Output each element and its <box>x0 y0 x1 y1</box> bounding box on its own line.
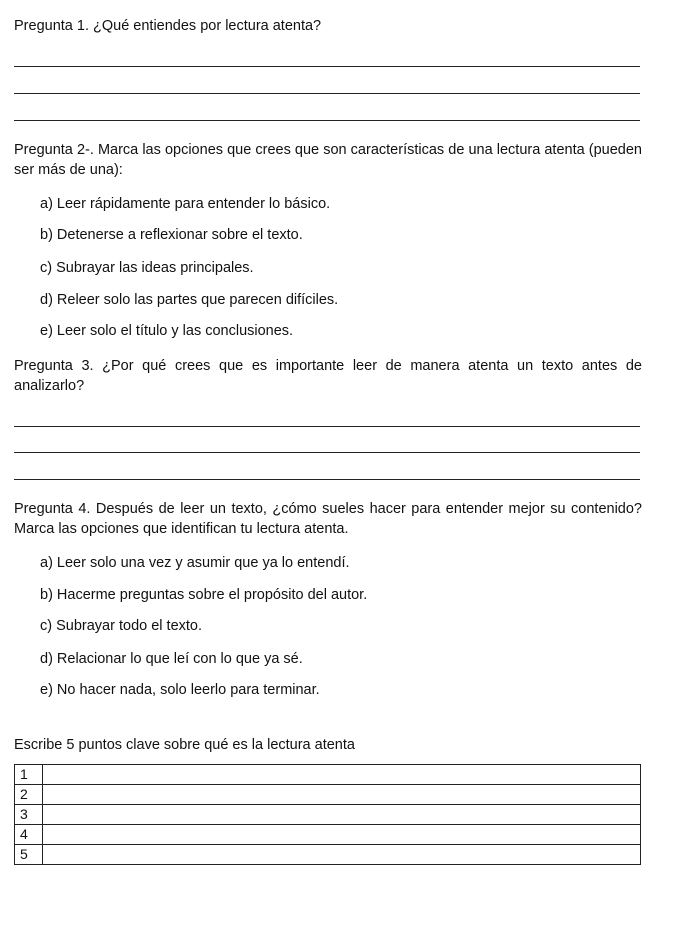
key-points-table <box>14 764 641 865</box>
answer-cell[interactable] <box>43 765 641 785</box>
row-number: 1 <box>15 765 43 785</box>
question-4-option-d[interactable]: d) Relacionar lo que leí con lo que ya sé. <box>40 651 303 667</box>
question-4-option-b[interactable]: b) Hacerme preguntas sobre el propósito del autor. <box>40 587 368 603</box>
table-row <box>15 825 641 845</box>
question-1-answer-line-2[interactable] <box>14 93 640 94</box>
answer-cell[interactable] <box>43 845 641 865</box>
answer-cell[interactable] <box>43 805 641 825</box>
question-4-title: Pregunta 4. Después de leer un texto, ¿cómo sueles hacer para entender mejor su contenido? Marca las opciones que identifican tu lectura atenta. <box>14 501 642 537</box>
question-1-answer-line-1[interactable] <box>14 66 640 67</box>
question-3-answer-line-1[interactable] <box>14 426 640 427</box>
table-row <box>15 845 641 865</box>
row-number: 3 <box>15 805 43 825</box>
question-2-option-d[interactable]: d) Releer solo las partes que parecen difíciles. <box>40 292 339 308</box>
question-2-option-e[interactable]: e) Leer solo el título y las conclusiones. <box>40 323 294 339</box>
question-3-title: Pregunta 3. ¿Por qué crees que es importante leer de manera atenta un texto antes de analizarlo? <box>14 358 642 394</box>
question-1-title: Pregunta 1. ¿Qué entiendes por lectura atenta? <box>14 18 322 34</box>
question-3-answer-line-2[interactable] <box>14 452 640 453</box>
row-number: 4 <box>15 825 43 845</box>
table-row <box>15 805 641 825</box>
answer-cell[interactable] <box>43 785 641 805</box>
question-3-answer-line-3[interactable] <box>14 479 640 480</box>
question-4-option-a[interactable]: a) Leer solo una vez y asumir que ya lo entendí. <box>40 555 350 571</box>
table-row <box>15 785 641 805</box>
question-2-option-a[interactable]: a) Leer rápidamente para entender lo básico. <box>40 196 331 212</box>
table-row <box>15 765 641 785</box>
question-2-option-c[interactable]: c) Subrayar las ideas principales. <box>40 260 254 276</box>
answer-cell[interactable] <box>43 825 641 845</box>
question-2-title: Pregunta 2-. Marca las opciones que crees que son características de una lectura atenta (pueden ser más de una): <box>14 142 642 178</box>
row-number: 5 <box>15 845 43 865</box>
key-points-title: Escribe 5 puntos clave sobre qué es la lectura atenta <box>14 737 355 753</box>
question-4-option-e[interactable]: e) No hacer nada, solo leerlo para terminar. <box>40 682 320 698</box>
row-number: 2 <box>15 785 43 805</box>
question-1-answer-line-3[interactable] <box>14 120 640 121</box>
question-2-option-b[interactable]: b) Detenerse a reflexionar sobre el texto. <box>40 227 303 243</box>
question-4-option-c[interactable]: c) Subrayar todo el texto. <box>40 618 202 634</box>
